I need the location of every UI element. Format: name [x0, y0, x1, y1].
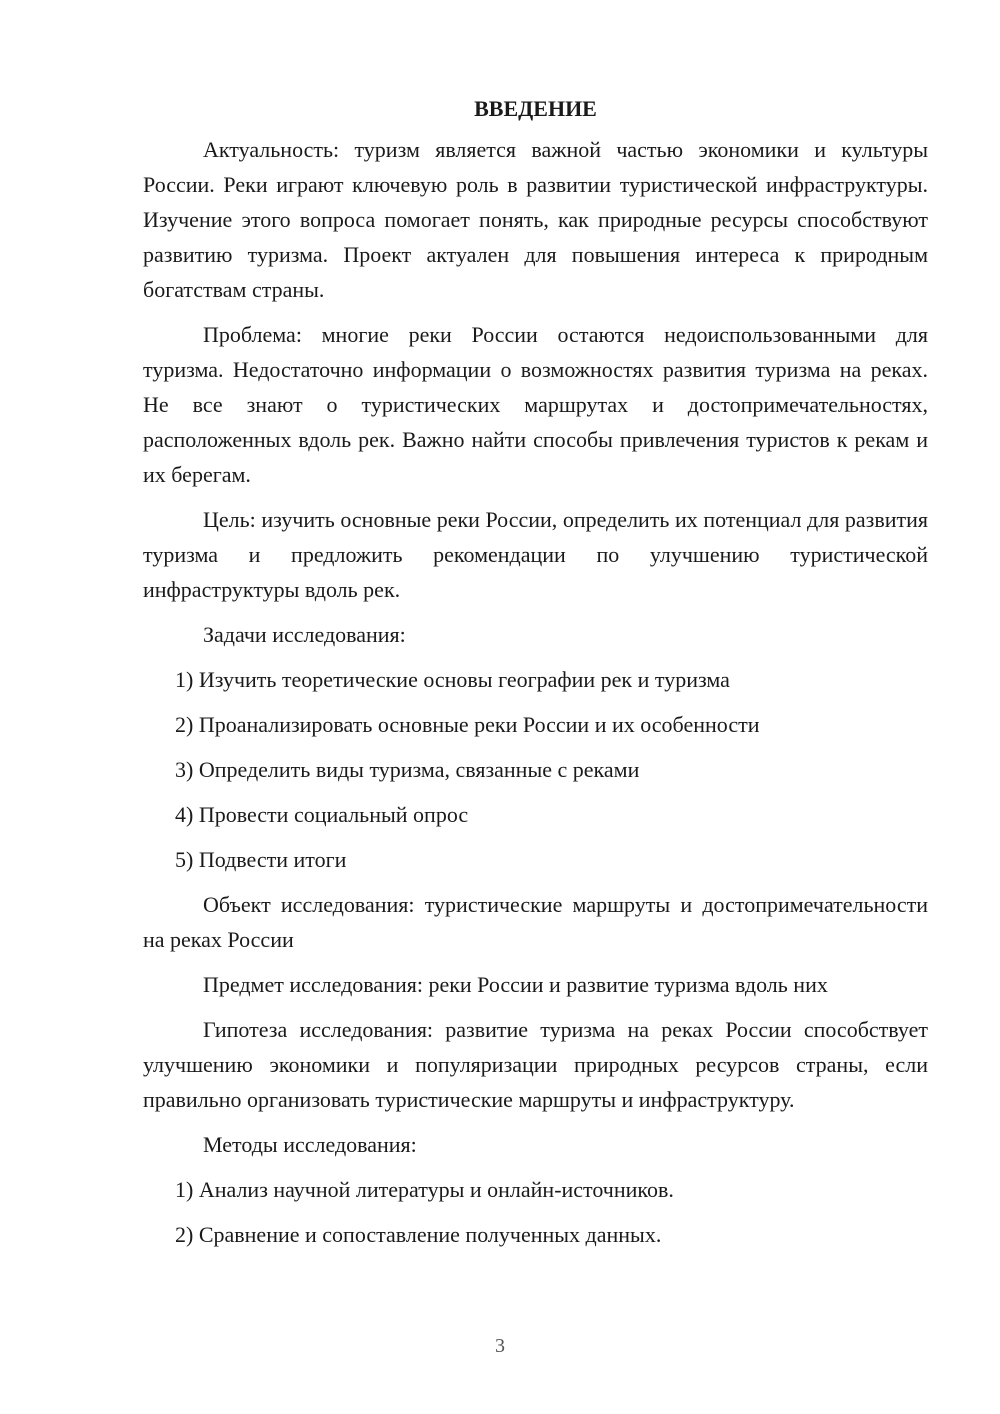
hypothesis-paragraph: Гипотеза исследования: развитие туризма на реках России способствует улучшению экономики и популяризации природных ресурсов страны, если правильно организовать туристические маршруты и инфраструктуру.	[143, 1017, 928, 1112]
page-number: 3	[495, 1335, 505, 1357]
task-item: 5) Подвести итоги	[175, 847, 347, 872]
relevance-paragraph: Актуальность: туризм является важной частью экономики и культуры России. Реки играют ключевую роль в развитии туристической инфраструктуры. Изучение этого вопроса помогает понять, как природные ресурсы способствуют развитию туризма. Проект актуален для повышения интереса к природным богатствам страны.	[143, 137, 928, 302]
section-title: ВВЕДЕНИЕ	[474, 96, 597, 121]
task-item: 2) Проанализировать основные реки России и их особенности	[175, 712, 760, 737]
subject-paragraph: Предмет исследования: реки России и развитие туризма вдоль них	[203, 972, 828, 997]
task-item: 4) Провести социальный опрос	[175, 802, 469, 827]
method-item: 1) Анализ научной литературы и онлайн-источников.	[175, 1177, 674, 1202]
goal-paragraph: Цель: изучить основные реки России, определить их потенциал для развития туризма и предложить рекомендации по улучшению туристической инфраструктуры вдоль рек.	[143, 507, 928, 602]
method-item: 2) Сравнение и сопоставление полученных данных.	[175, 1222, 662, 1247]
task-item: 3) Определить виды туризма, связанные с реками	[175, 757, 640, 782]
object-paragraph: Объект исследования: туристические маршруты и достопримечательности на реках России	[143, 892, 928, 952]
methods-label: Методы исследования:	[203, 1132, 417, 1157]
task-item: 1) Изучить теоретические основы географии рек и туризма	[175, 667, 730, 692]
document-page	[143, 94, 928, 1262]
problem-paragraph: Проблема: многие реки России остаются недоиспользованными для туризма. Недостаточно информации о возможностях развития туризма на реках. Не все знают о туристических маршрутах и достопримечательностях, расположенных вдоль рек. Важно найти способы привлечения туристов к рекам и их берегам.	[143, 322, 928, 487]
tasks-label: Задачи исследования:	[203, 622, 406, 647]
